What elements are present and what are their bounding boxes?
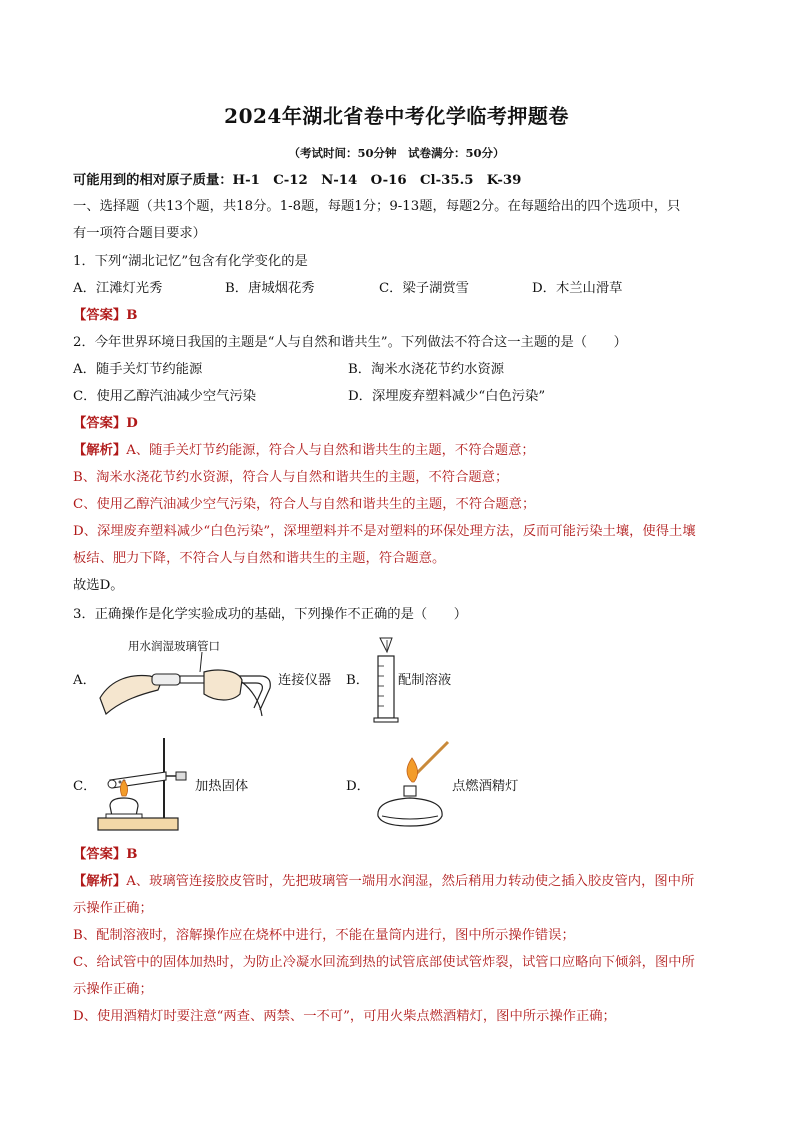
- answer-label: 【答案】: [73, 416, 127, 431]
- q3-fig-c-letter: C．: [73, 779, 97, 794]
- q2-option-d: D．深埋废弃塑料减少“白色污染”: [348, 389, 546, 404]
- q3-answer: [73, 845, 137, 865]
- analysis-label: 【解析】: [73, 443, 127, 458]
- q3-fig-b-letter: B．: [346, 673, 370, 688]
- section-heading-line2: 有一项符合题目要求）: [73, 226, 206, 241]
- alcohol-lamp-illustration: [372, 738, 456, 830]
- q1-option-d: D．木兰山滑草: [532, 281, 623, 296]
- q2-stem: 2．今年世界环境日我国的主题是“人与自然和谐共生”。下列做法不符合这一主题的是（ ）: [73, 335, 627, 350]
- answer-label: 【答案】: [73, 847, 127, 862]
- heating-solid-illustration: [96, 736, 200, 834]
- q2-option-b: B．淘米水浇花节约水资源: [348, 362, 505, 377]
- q2-conclusion: 故选D。: [73, 578, 124, 593]
- q3-fig-a-label: 连接仪器: [278, 673, 332, 688]
- answer-value: B: [126, 308, 138, 323]
- q3-analysis-line6: D、使用酒精灯时要注意“两查、两禁、一不可”，可用火柴点燃酒精灯，图中所示操作正确；: [73, 1009, 616, 1024]
- answer-value: D: [126, 416, 138, 431]
- q2-answer: [73, 414, 138, 434]
- q3-analysis-line1: 【解析】A、玻璃管连接胶皮管时，先把玻璃管一端用水润湿，然后稍用力转动使之插入胶皮管内，图中所: [73, 874, 695, 889]
- q3-fig-a-caption: 用水润湿玻璃管口: [128, 639, 220, 653]
- q2-option-a: A．随手关灯节约能源: [73, 362, 203, 377]
- q1-stem: 1．下列“湖北记忆”包含有化学变化的是: [73, 254, 308, 269]
- q3-analysis-line3: B、配制溶液时，溶解操作应在烧杯中进行，不能在量筒内进行，图中所示操作错误；: [73, 928, 575, 943]
- q2-analysis-line5: 板结、肥力下降，不符合人与自然和谐共生的主题，符合题意。: [73, 551, 446, 566]
- answer-label: 【答案】: [73, 308, 127, 323]
- q1-option-a: A．江滩灯光秀: [73, 281, 163, 296]
- q3-fig-d-label: 点燃酒精灯: [452, 779, 519, 794]
- q2-option-c: C．使用乙醇汽油减少空气污染: [73, 389, 257, 404]
- section-heading-line1: 一、选择题（共13个题，共18分。1-8题，每题1分；9-13题，每题2分。在每题给出的四个选项中，只: [73, 199, 681, 214]
- q3-fig-d-letter: D．: [346, 779, 370, 794]
- analysis-label: 【解析】: [73, 874, 127, 889]
- answer-value: B: [126, 847, 138, 862]
- q3-analysis-line4: C、给试管中的固体加热时，为防止冷凝水回流到热的试管底部使试管炸裂，试管口应略向下倾斜，图中所: [73, 955, 695, 970]
- q3-analysis-line2: 示操作正确；: [73, 901, 153, 916]
- q2-analysis-line2: B、淘米水浇花节约水资源，符合人与自然和谐共生的主题，不符合题意；: [73, 470, 509, 485]
- q3-fig-c-label: 加热固体: [195, 779, 249, 794]
- atomic-masses: 可能用到的相对原子质量：H-1 C-12 N-14 O-16 Cl-35.5 K-39: [73, 173, 522, 188]
- q1-option-b: B．唐城烟花秀: [225, 281, 315, 296]
- exam-info: （考试时间：50分钟 试卷满分：50分）: [288, 146, 505, 160]
- q3-analysis-line5: 示操作正确；: [73, 982, 153, 997]
- connect-apparatus-illustration: [92, 650, 282, 720]
- page-title: 2024年湖北省卷中考化学临考押题卷: [224, 104, 569, 128]
- q3-fig-a-letter: A．: [73, 673, 96, 688]
- q3-stem: 3．正确操作是化学实验成功的基础，下列操作不正确的是（ ）: [73, 607, 468, 622]
- q2-analysis-line1: 【解析】A、随手关灯节约能源，符合人与自然和谐共生的主题，不符合题意；: [73, 443, 535, 458]
- q1-answer: [73, 306, 137, 326]
- q3-fig-b-label: 配制溶液: [398, 673, 452, 688]
- q1-option-c: C．梁子湖赏雪: [379, 281, 469, 296]
- q2-analysis-line3: C、使用乙醇汽油减少空气污染，符合人与自然和谐共生的主题，不符合题意；: [73, 497, 536, 512]
- q2-analysis-line4: D、深埋废弃塑料减少“白色污染”，深埋塑料并不是对塑料的环保处理方法，反而可能污染土壤，使得土壤: [73, 524, 696, 539]
